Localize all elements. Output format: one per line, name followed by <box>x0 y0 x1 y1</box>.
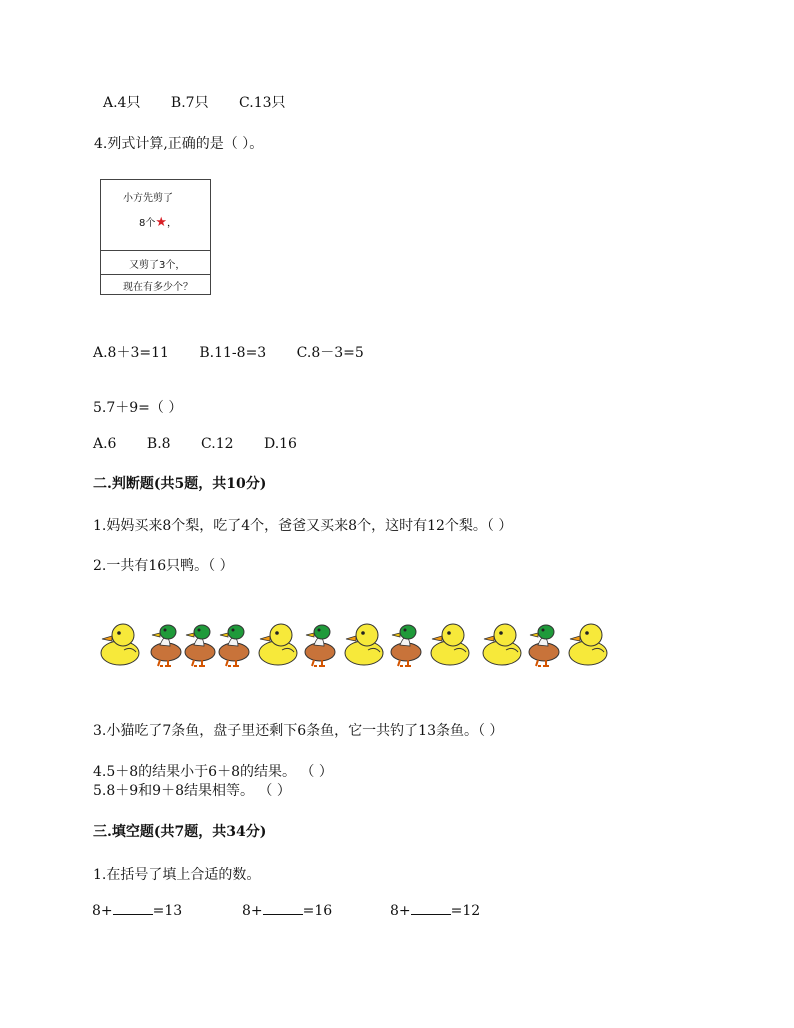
q5-question: 5.7＋9=（ ） <box>93 400 183 416</box>
q4-options <box>93 344 364 362</box>
q5-option-c: C.12 <box>201 436 234 452</box>
section3-q1: 1.在括号了填上合适的数。 <box>93 867 261 883</box>
section2-item-1: 1.妈妈买来8个梨，吃了4个，爸爸又买来8个，这时有12个梨。（ ） <box>93 518 513 534</box>
fill-blank-3 <box>390 902 480 920</box>
section2-item-5: 5.8＋9和9＋8结果相等。 （ ） <box>93 783 291 799</box>
duck-row <box>96 620 616 676</box>
mallard-duck-icon <box>526 620 562 672</box>
q4-option-b: B.11-8=3 <box>199 345 267 361</box>
q4-figure-line3: 又剪了3个， <box>129 260 186 271</box>
q4-figure-comma: ， <box>167 218 178 229</box>
q4-question: 4.列式计算,正确的是（ ）。 <box>94 136 264 152</box>
yellow-duckling-icon <box>564 620 610 672</box>
fill-blank-2-input[interactable] <box>263 902 303 915</box>
fill-blank-2 <box>242 902 332 920</box>
yellow-duckling-icon <box>478 620 524 672</box>
q3-options <box>103 94 286 112</box>
q3-option-c: C.13只 <box>239 95 286 111</box>
mallard-duck-icon <box>182 620 218 672</box>
q4-figure-line2 <box>139 214 177 230</box>
q4-option-c: C.8－3=5 <box>296 345 364 361</box>
section3-title: 三.填空题(共7题，共34分) <box>93 824 267 840</box>
fill-blank-1-suffix: =13 <box>152 903 183 919</box>
fill-blank-1 <box>92 902 182 920</box>
q5-option-b: B.8 <box>146 436 171 452</box>
q3-option-b: B.7只 <box>170 95 209 111</box>
q4-figure-box <box>100 179 211 295</box>
q4-figure-row-3 <box>101 274 210 296</box>
mallard-duck-icon <box>216 620 252 672</box>
q4-figure-line1: 小方先剪了 <box>123 193 173 204</box>
section2-item-2: 2.一共有16只鸭。（ ） <box>93 558 234 574</box>
section2-item-4: 4.5＋8的结果小于6＋8的结果。 （ ） <box>93 764 333 780</box>
q5-options <box>93 435 297 453</box>
q4-figure-row-2 <box>101 250 210 275</box>
mallard-duck-icon <box>302 620 338 672</box>
yellow-duckling-icon <box>340 620 386 672</box>
section2-title: 二.判断题(共5题，共10分) <box>93 476 267 492</box>
section2-item-3: 3.小猫吃了7条鱼，盘子里还剩下6条鱼，它一共钓了13条鱼。（ ） <box>93 723 504 739</box>
fill-blank-3-prefix: 8+ <box>390 903 411 919</box>
fill-blank-1-input[interactable] <box>113 902 153 915</box>
q4-figure-row-1 <box>101 180 210 251</box>
q4-figure-count: 8个 <box>139 218 156 229</box>
red-star-icon: ★ <box>155 215 168 230</box>
q4-option-a: A.8＋3=11 <box>93 345 169 361</box>
fill-blank-1-prefix: 8+ <box>92 903 113 919</box>
yellow-duckling-icon <box>426 620 472 672</box>
fill-blank-2-suffix: =16 <box>302 903 333 919</box>
mallard-duck-icon <box>388 620 424 672</box>
yellow-duckling-icon <box>96 620 142 672</box>
yellow-duckling-icon <box>254 620 300 672</box>
q5-option-d: D.16 <box>263 436 297 452</box>
q3-option-a: A.4只 <box>103 95 141 111</box>
fill-blank-2-prefix: 8+ <box>242 903 263 919</box>
q5-option-a: A.6 <box>93 436 117 452</box>
fill-blank-3-suffix: =12 <box>450 903 481 919</box>
q4-figure-line4: 现在有多少个？ <box>123 282 193 293</box>
mallard-duck-icon <box>148 620 184 672</box>
fill-blank-3-input[interactable] <box>411 902 451 915</box>
